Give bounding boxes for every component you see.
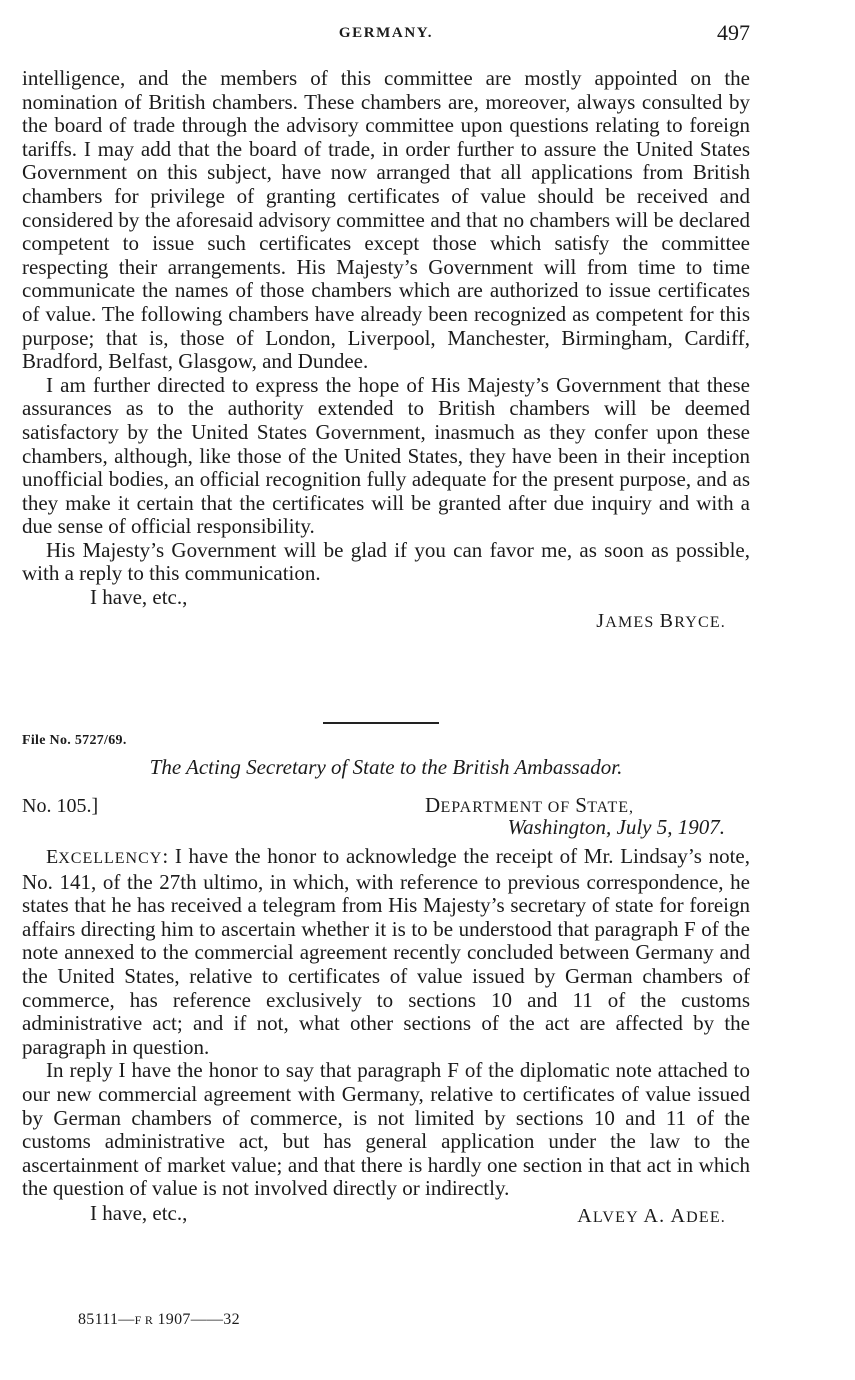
letter-2-number: No. 105.] [22,795,99,817]
letter-1-signature: JAMES BRYCE. [596,609,726,632]
letter-2-body [22,845,750,1227]
letter-2-title: The Acting Secretary of State to the British Ambassador. [149,755,623,779]
letter-1-paragraph-2: I am further directed to express the hope of His Majesty’s Government that these assurances as to the authority extended to British chambers will be deemed satisfactory by the United States Government, inasmuch as they confer upon these chambers, although, like those of the United States, they have been in their inception unofficial bodies, an official recognition fully adequate for the present purpose, and as they make it certain that the certificates will be granted after due inquiry and with a due sense of official responsibility. [22,372,750,539]
letter-2-signature: ALVEY A. ADEE. [577,1204,726,1227]
section-divider [323,722,439,724]
department-line: DEPARTMENT OF STATE, [425,793,635,817]
page-header [22,20,750,48]
letter-2-paragraph-1: EXCELLENCY: I have the honor to acknowledge the receipt of Mr. Lindsay’s note, No. 141, of the 27th ultimo, in which, with reference to previous correspondence, he states that he has received a telegram from His Majesty’s secretary of state for foreign affairs directing him to ascertain whether it is to be understood that paragraph F of the note annexed to the commercial agreement recently concluded between Germany and the United States, relative to certificates of value issued by German chambers of commerce, has reference exclusively to sections 10 and 11 of the customs administrative act; and if not, what other sections of the act are affected by the paragraph in question. [22,844,750,1059]
letter-1-paragraph-1: intelligence, and the members of this committee are mostly appointed on the nomination of British chambers. These chambers are, moreover, always consulted by the board of trade through the advisory committee upon questions relating to foreign tariffs. I may add that the board of trade, in order further to assure the United States Government on this subject, have now arranged that all applications from British chambers for privilege of granting certificates of value should be received and considered by the aforesaid advisory committee and that no chambers will be declared competent to issue such certificates except those which satisfy the committee respecting their arrangements. His Majesty’s Government will from time to time communicate the names of those chambers which are authorized to issue certificates of value. The following chambers have already been recognized as competent for this purpose; that is, those of London, Liverpool, Manchester, Birmingham, Cardiff, Bradford, Belfast, Glasgow, and Dundee. [22,66,750,374]
letter-1-paragraph-3: His Majesty’s Government will be glad if you can favor me, as soon as possible, with a reply to this communication. [22,537,750,586]
letter-1-closing: I have, etc., [90,585,188,610]
letter-2-paragraph-2: In reply I have the honor to say that paragraph F of the diplomatic note attached to our new commercial agreement with Germany, relative to certificates of value issued by German chambers of commerce, is not limited by sections 10 and 11 of the customs administrative act, but has general application under the law to the ascertainment of market value; and that there is hardly one section in that act in which the question of value is not involved directly or indirectly. [22,1058,750,1201]
print-footer: 85111—F R 1907——32 [78,1311,240,1328]
file-number: File No. 5727/69. [22,733,127,748]
letter-2-closing-row [22,1201,750,1227]
letter-1-body [22,67,750,633]
page-number: 497 [717,20,750,45]
letter-2-closing: I have, etc., [90,1200,188,1225]
letter-2-date: Washington, July 5, 1907. [507,815,725,839]
running-head: GERMANY. [338,25,434,41]
